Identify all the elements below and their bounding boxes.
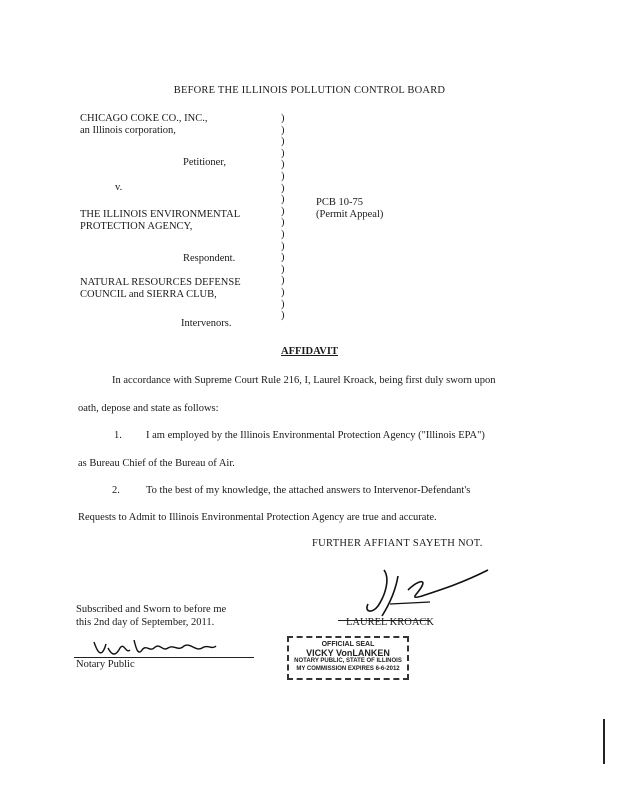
petitioner-role: Petitioner,: [183, 157, 227, 168]
affiant-name: LAUREL KROACK: [346, 617, 434, 628]
subscribed-line-2: this 2nd day of September, 2011.: [76, 617, 215, 628]
notary-signature-line: [74, 657, 254, 658]
page-edge-mark: [603, 719, 605, 764]
respondent-name-line2: PROTECTION AGENCY,: [80, 221, 193, 232]
seal-expiration: MY COMMISSION EXPIRES 6-6-2012: [296, 666, 400, 672]
intervenor-role: Intervenors.: [181, 318, 232, 329]
intro-line-1: In accordance with Supreme Court Rule 216, I, Laurel Kroack, being first duly sworn upon: [112, 375, 496, 386]
respondent-name-line1: THE ILLINOIS ENVIRONMENTAL: [80, 209, 241, 220]
notary-official-seal: [287, 636, 409, 680]
caption-parentheses: ) ) ) ) ) ) ) ) ) ) ) ) ) ) ) ) ) ): [281, 113, 285, 322]
subscribed-line-1: Subscribed and Sworn to before me: [76, 604, 227, 615]
item-1-line-1: I am employed by the Illinois Environmental Protection Agency ("Illinois EPA"): [146, 430, 485, 441]
affidavit-heading: AFFIDAVIT: [281, 346, 338, 357]
document-title: BEFORE THE ILLINOIS POLLUTION CONTROL BOARD: [173, 85, 446, 96]
seal-title: OFFICIAL SEAL: [321, 641, 375, 648]
intervenor-name-line2: COUNCIL and SIERRA CLUB,: [80, 289, 217, 300]
case-number: PCB 10-75: [316, 197, 363, 208]
item-1-line-2: as Bureau Chief of the Bureau of Air.: [78, 458, 235, 469]
intro-line-2: oath, depose and state as follows:: [78, 403, 219, 414]
further-affiant-statement: FURTHER AFFIANT SAYETH NOT.: [312, 538, 483, 549]
petitioner-name: CHICAGO COKE CO., INC.,: [80, 113, 208, 124]
item-2-line-2: Requests to Admit to Illinois Environmental Protection Agency are true and accurate.: [78, 512, 437, 523]
petitioner-description: an Illinois corporation,: [80, 125, 176, 136]
seal-state: NOTARY PUBLIC, STATE OF ILLINOIS: [294, 658, 402, 664]
intervenor-name-line1: NATURAL RESOURCES DEFENSE: [80, 277, 241, 288]
respondent-role: Respondent.: [183, 253, 236, 264]
affiant-signature: [360, 560, 500, 622]
item-2-number: 2.: [112, 485, 120, 496]
item-2-line-1: To the best of my knowledge, the attached answers to Intervenor-Defendant's: [146, 485, 471, 496]
case-type: (Permit Appeal): [316, 209, 384, 220]
seal-notary-name: VICKY VonLANKEN: [306, 648, 390, 658]
versus-label: v.: [115, 182, 123, 193]
item-1-number: 1.: [114, 430, 122, 441]
notary-public-label: Notary Public: [76, 659, 135, 670]
